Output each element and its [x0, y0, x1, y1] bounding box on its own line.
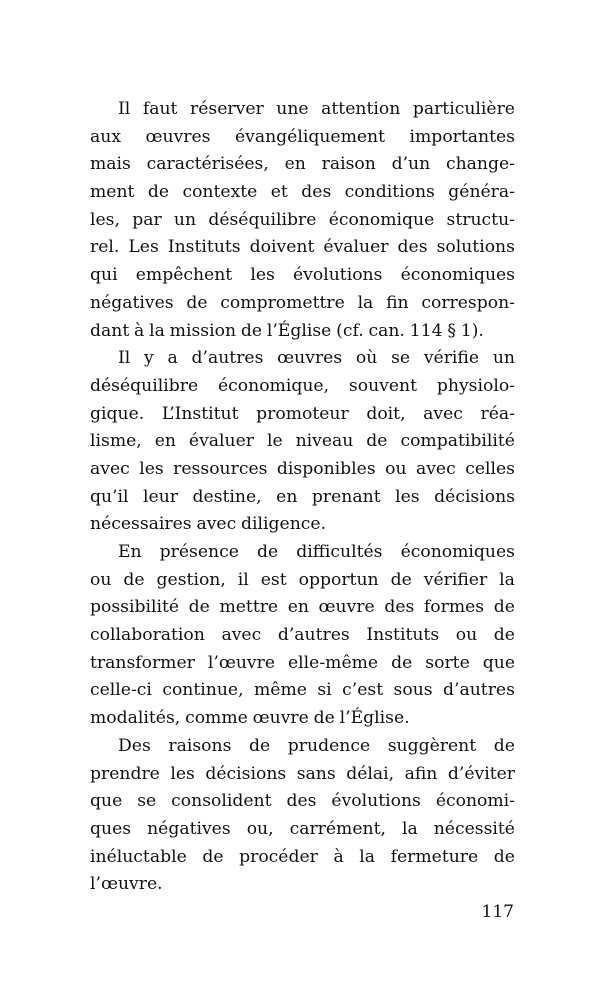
text-line: qui empêchent les évolutions économiques: [90, 265, 515, 286]
text-line: prendre les décisions sans délai, afin d’éviter: [90, 763, 515, 784]
text-line: inéluctable de procéder à la fermeture de: [90, 846, 515, 867]
text-line: mais caractérisées, en raison d’un change-: [90, 154, 515, 175]
text-line: Des raisons de prudence suggèrent de: [118, 735, 515, 756]
page-number: 117: [481, 902, 514, 922]
paragraph: [90, 96, 515, 345]
text-line: rel. Les Instituts doivent évaluer des solutions: [90, 237, 515, 258]
text-line: les, par un déséquilibre économique structu-: [90, 209, 515, 230]
text-line: En présence de difficultés économiques: [118, 542, 515, 562]
text-line: lisme, en évaluer le niveau de compatibilité: [90, 431, 515, 452]
text-line: transformer l’œuvre elle-même de sorte que: [90, 652, 515, 673]
text-line: ou de gestion, il est opportun de vérifier la: [90, 569, 515, 590]
text-line: négatives de compromettre la fin correspon-: [90, 292, 515, 313]
text-line: possibilité de mettre en œuvre des formes de: [90, 597, 515, 618]
paragraph: [90, 539, 515, 733]
paragraph: [90, 733, 515, 899]
text-line: aux œuvres évangéliquement importantes: [90, 126, 515, 147]
text-line: l’œuvre.: [90, 874, 163, 895]
text-line: nécessaires avec diligence.: [90, 514, 327, 535]
text-line: gique. L’Institut promoteur doit, avec réa-: [90, 403, 515, 424]
text-line: celle-ci continue, même si c’est sous d’autres: [90, 680, 515, 701]
paragraph: [90, 345, 515, 539]
text-line: qu’il leur destine, en prenant les décisions: [90, 486, 515, 507]
text-line: ques négatives ou, carrément, la nécessité: [90, 818, 515, 839]
text-line: ment de contexte et des conditions généra-: [90, 182, 515, 203]
text-line: que se consolident des évolutions économi-: [90, 791, 515, 812]
text-line: Il faut réserver une attention particulière: [118, 99, 515, 119]
text-line: déséquilibre économique, souvent physiolo-: [90, 375, 515, 396]
body-text: [90, 96, 515, 899]
text-line: dant à la mission de l’Église (cf. can. 114 § 1).: [90, 320, 484, 341]
text-line: collaboration avec d’autres Instituts ou de: [90, 625, 515, 646]
text-line: modalités, comme œuvre de l’Église.: [90, 708, 410, 729]
text-line: avec les ressources disponibles ou avec celles: [90, 458, 515, 479]
text-line: Il y a d’autres œuvres où se vérifie un: [118, 348, 515, 369]
